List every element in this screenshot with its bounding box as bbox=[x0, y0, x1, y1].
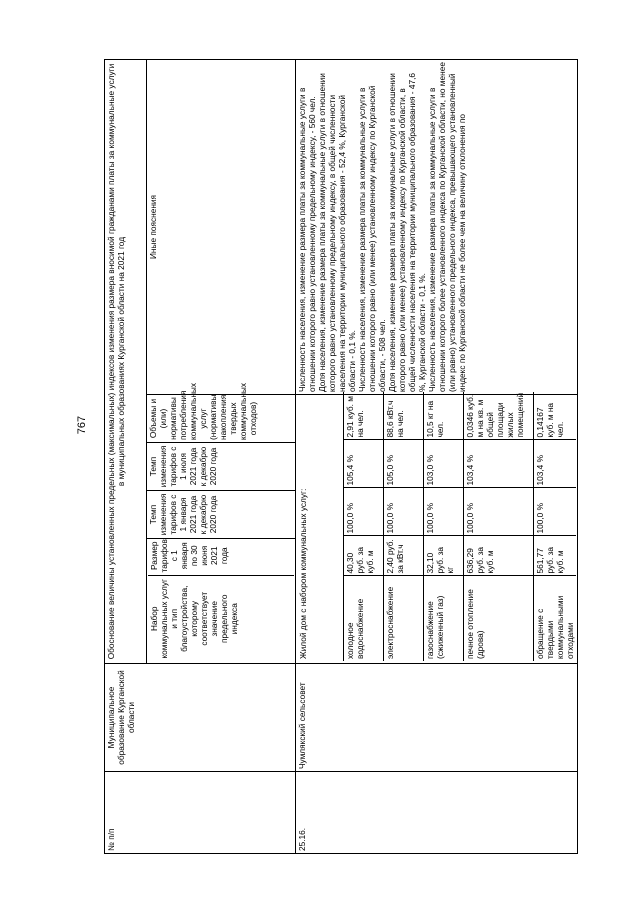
header-set: Набор коммунальных услуг и тип благоустройства, которому соответствует значение предельного индекса bbox=[148, 576, 294, 661]
service-name: холодное водоснабжение bbox=[343, 576, 383, 661]
service-rate-january: 100,0 % bbox=[533, 488, 576, 536]
header-volume: Объемы и (или) нормативы потребления коммунальных услуг (нормативы накопления твердых коммунальных отходов) bbox=[147, 395, 296, 443]
service-size: 636,29 руб. за куб. м bbox=[463, 536, 533, 576]
row-number: 25.16. bbox=[296, 772, 578, 854]
service-row bbox=[343, 392, 383, 661]
service-volume: 88,6 кВт.ч на чел. bbox=[383, 392, 423, 440]
service-size: 40,30 руб. за куб. м bbox=[343, 536, 383, 576]
header-notes: Иные пояснения bbox=[147, 60, 296, 395]
service-volume: 2,91 куб. м на чел. bbox=[343, 392, 383, 440]
note-paragraph: Численность населения, изменение размера платы за коммунальные услуги в отношении которого равно (или менее) установленному индексу по Курганской области, - 508 чел. bbox=[357, 85, 387, 392]
note-paragraph: Численность населения, изменение размера платы за коммунальные услуги в отношении которого равно установленному предельному индексу, - 560 чел. bbox=[297, 87, 317, 392]
service-row bbox=[383, 392, 423, 661]
service-volume: 0,14167 куб. м на чел. bbox=[533, 392, 576, 440]
service-rate-january: 100,0 % bbox=[463, 488, 533, 536]
note-paragraph: Доля населения, изменение размера платы за коммунальные услуги в отношении которого равно (или менее) установленному индексу по Курганской области, в общей численности населения на территории муниципального образования - 47,6 %, Курганской области - 0,1 %. bbox=[387, 73, 427, 392]
service-row bbox=[463, 392, 533, 661]
header-set-size-cell bbox=[147, 539, 296, 664]
note-paragraph: Доля населения, изменение размера платы за коммунальные услуги в отношении которого равно установленному предельному индексу, в общей численности населения на территории муниципального образования - 52,4 %, Курганской области - 0,1 %. bbox=[317, 73, 357, 392]
header-rate-january: Темп изменения тарифов с 1 января 2021 года к декабрю 2020 года bbox=[147, 491, 296, 539]
service-name: электроснабжение bbox=[383, 576, 423, 661]
service-size: 561,77 руб. за куб. м bbox=[533, 536, 576, 576]
service-rate-july: 103,0 % bbox=[423, 440, 463, 488]
service-name: печное отопление (дрова) bbox=[463, 576, 533, 661]
service-rate-july: 105,0 % bbox=[383, 440, 423, 488]
service-rate-july: 103,4 % bbox=[533, 440, 576, 488]
service-name: обращение с твердыми коммунальными отходами bbox=[533, 576, 576, 661]
header-row-1 bbox=[105, 60, 147, 854]
service-size: 2,40 руб. за кВт.ч bbox=[383, 536, 423, 576]
service-volume: 10,5 кг на чел. bbox=[423, 392, 463, 440]
data-row bbox=[296, 60, 578, 854]
header-size: Размер тарифов с 1 января по 30 июня 2021 года bbox=[148, 536, 294, 576]
service-rate-january: 100,0 % bbox=[343, 488, 383, 536]
service-set-title: Жилой дом с набором коммунальных услуг: bbox=[297, 392, 343, 661]
header-municipality: Муниципальное образование Курганской области bbox=[105, 664, 296, 772]
service-row bbox=[533, 392, 576, 661]
service-rate-january: 100,0 % bbox=[383, 488, 423, 536]
service-size: 32,10 руб. за кг bbox=[423, 536, 463, 576]
header-group-title: Обоснование величины установленных предельных (максимальных) индексов изменения размера вносимой гражданами платы за коммунальные услуги в муниципальных образованиях Курганской области на 2021 год bbox=[105, 60, 147, 664]
tariff-justification-table bbox=[104, 59, 578, 854]
service-row bbox=[423, 392, 463, 661]
rotated-page-content bbox=[104, 60, 575, 854]
service-volume: 0,0346 куб. м на кв. м общей площади жилых помещений bbox=[463, 392, 533, 440]
service-name: газоснабжение (сжиженный газ) bbox=[423, 576, 463, 661]
page-number: 767 bbox=[76, 415, 88, 435]
service-rate-july: 103,4 % bbox=[463, 440, 533, 488]
notes-cell bbox=[296, 60, 578, 395]
services-cell bbox=[296, 392, 578, 664]
services-table bbox=[297, 392, 576, 661]
header-rate-july: Темп изменения тарифов с 1 июля 2021 года к декабрю 2020 года bbox=[147, 443, 296, 491]
service-set-row bbox=[297, 392, 343, 661]
service-rate-january: 100,0 % bbox=[423, 488, 463, 536]
service-rate-july: 105,4 % bbox=[343, 440, 383, 488]
row-municipality: Чумлякский сельсовет bbox=[296, 664, 578, 772]
header-number: № п/п bbox=[105, 772, 296, 854]
note-paragraph: Численность населения, изменение размера платы за коммунальные услуги в отношении которого более установленного индекса по Курганской области, но менее (или равно) установленного предельного индекса, превышающего установленный индекс по Курганской области не более чем на величину отклонения по bbox=[427, 62, 467, 392]
